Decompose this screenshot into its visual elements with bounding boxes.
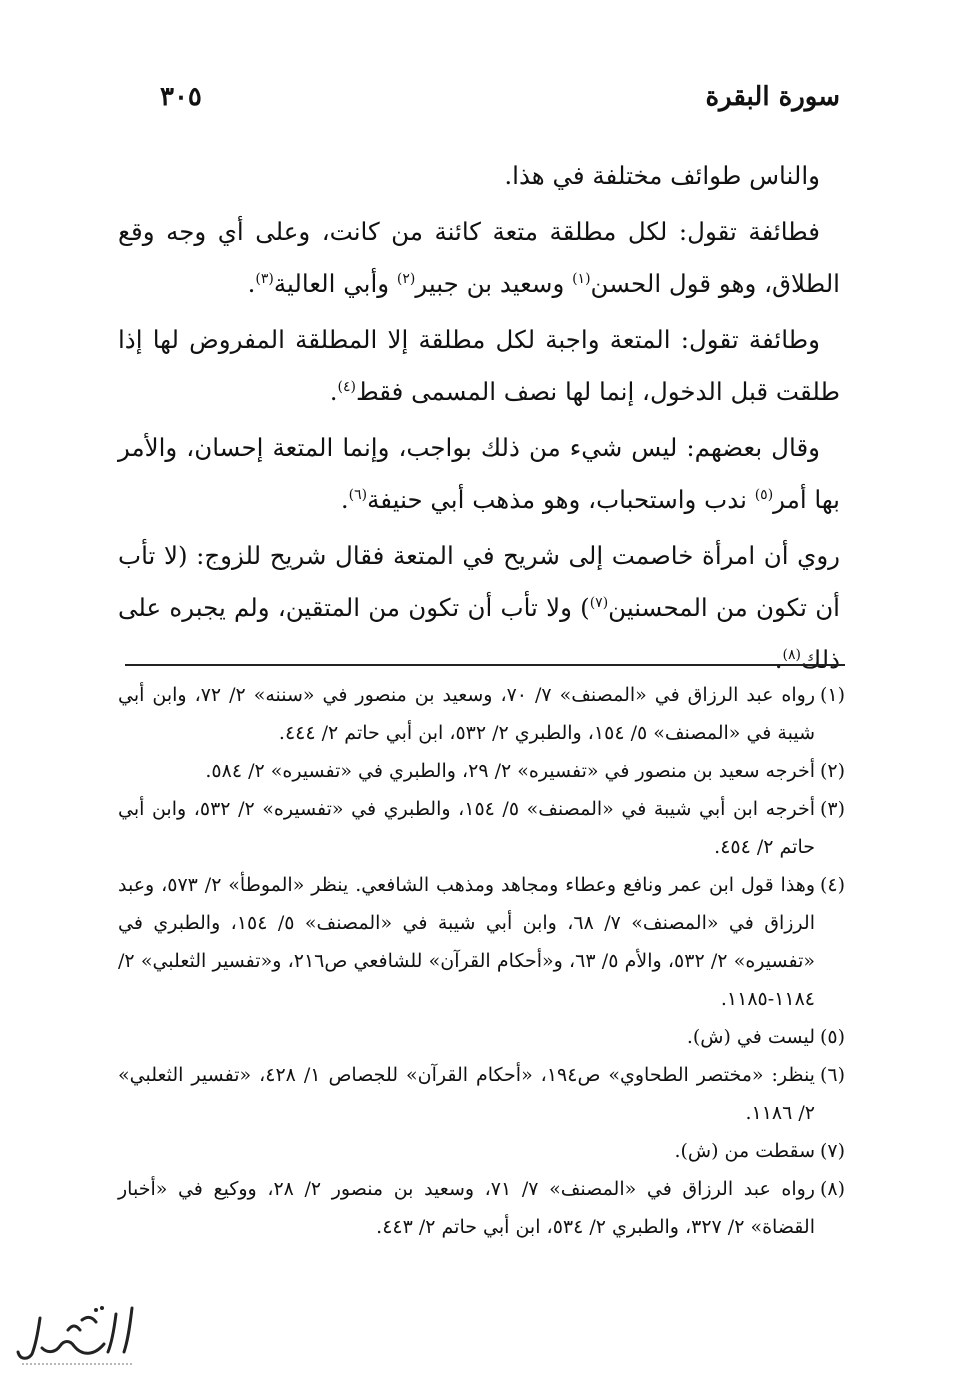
paragraph-5-text-d: . — [774, 645, 783, 674]
paragraph-1 — [118, 150, 840, 202]
footnote-marker-6[interactable]: (٦) — [348, 486, 368, 503]
paragraph-2 — [118, 206, 840, 310]
footnote-marker-5[interactable]: (٥) — [754, 486, 774, 503]
footnote-8 — [118, 1170, 845, 1246]
footnote-7 — [118, 1132, 845, 1170]
footnote-1 — [118, 676, 845, 752]
main-text — [118, 150, 840, 690]
footnote-number: (١) — [819, 684, 845, 706]
paragraph-5 — [118, 530, 840, 686]
footnote-text: أخرجه ابن أبي شيبة في «المصنف» ٥/ ١٥٤، والطبري في «تفسيره» ٢/ ٥٣٢، وابن أبي حاتم ٢/ ٤٥٤. — [118, 798, 816, 858]
surah-title: سورة البقرة — [705, 82, 840, 112]
paragraph-3-text-a: وطائفة تقول: المتعة واجبة لكل مطلقة إلا المطلقة المفروض لها إذا طلقت قبل الدخول، إنما لها نصف المسمى فقط — [118, 325, 840, 406]
paragraph-4-text-b: ندب واستحباب، وهو مذهب أبي حنيفة — [367, 485, 755, 514]
footnote-6 — [118, 1056, 845, 1132]
page-header — [160, 82, 840, 122]
footnote-text: أخرجه سعيد بن منصور في «تفسيره» ٢/ ٢٩، والطبري في «تفسيره» ٢/ ٥٨٤. — [205, 760, 815, 782]
footnote-number: (٢) — [819, 760, 845, 782]
paragraph-2-text-b: وسعيد بن جبير — [415, 269, 573, 298]
paragraph-3-text-d: . — [329, 377, 338, 406]
paragraph-2-text-c: وأبي العالية — [273, 269, 397, 298]
footnote-number: (٧) — [819, 1140, 845, 1162]
footnote-marker-1[interactable]: (١) — [572, 270, 591, 287]
paragraph-2-text-d: . — [247, 269, 256, 298]
footnote-marker-4[interactable]: (٤) — [337, 378, 356, 395]
paragraph-1-text: والناس طوائف مختلفة في هذا. — [504, 161, 820, 190]
footnote-text: رواه عبد الرزاق في «المصنف» ٧/ ٧٠، وسعيد بن منصور في «سننه» ٢/ ٧٢، وابن أبي شيبة في «المصنف» ٥/ ١٥٤، والطبري ٢/ ٥٣٢، ابن أبي حاتم ٢/ ٤٤٤. — [118, 684, 815, 744]
footnote-4 — [118, 866, 845, 1018]
footnote-number: (٤) — [819, 874, 845, 896]
footnote-number: (٦) — [819, 1064, 845, 1086]
footnote-number: (٨) — [819, 1178, 845, 1200]
footnote-marker-3[interactable]: (٣) — [255, 270, 274, 287]
footnote-2 — [118, 752, 845, 790]
footnotes — [118, 676, 845, 1246]
calligraphy-logo-icon — [12, 1300, 147, 1370]
watermark-logo — [12, 1300, 147, 1370]
footnote-number: (٥) — [819, 1026, 845, 1048]
paragraph-5-text-a: روي أن امرأة خاصمت إلى شريح في المتعة فقال شريح للزوج: (لا تأب أن تكون من المحسنين — [118, 541, 840, 622]
paragraph-5-text-b: ) ولا تأب أن تكون من المتقين، ولم يجبره على ذلك — [118, 593, 840, 674]
footnote-divider — [125, 664, 845, 666]
paragraph-4 — [118, 422, 840, 526]
footnote-marker-7[interactable]: (٧) — [589, 594, 609, 611]
paragraph-2-text-a: فطائفة تقول: لكل مطلقة متعة كائنة من كانت، وعلى أي وجه وقع الطلاق، وهو قول الحسن — [118, 217, 840, 298]
footnote-5 — [118, 1018, 845, 1056]
footnote-text: وهذا قول ابن عمر ونافع وعطاء ومجاهد ومذهب الشافعي. ينظر «الموطأ» ٢/ ٥٧٣، وعبد الرزاق في «المصنف» ٧/ ٦٨، وابن أبي شيبة في «المصنف» ٥/ ١٥٤، والطبري في «تفسيره» ٢/ ٥٣٢، والأم ٥/ ٦٣، و«أحكام القرآن» للشافعي ص٢١٦، و«تفسير الثعلبي» ٢/ ١١٨٤-١١٨٥. — [118, 874, 815, 1010]
paragraph-4-text-d: . — [340, 485, 349, 514]
footnote-text: ينظر: «مختصر الطحاوي» ص١٩٤، «أحكام القرآن» للجصاص ١/ ٤٢٨، «تفسير الثعلبي» ٢/ ١١٨٦. — [118, 1064, 815, 1124]
paragraph-4-text-a: وقال بعضهم: ليس شيء من ذلك بواجب، وإنما المتعة إحسان، والأمر بها أمر — [118, 433, 840, 514]
footnote-3 — [118, 790, 845, 866]
footnote-text: رواه عبد الرزاق في «المصنف» ٧/ ٧١، وسعيد بن منصور ٢/ ٢٨، ووكيع في «أخبار القضاة» ٢/ ٣٢٧، والطبري ٢/ ٥٣٤، ابن أبي حاتم ٢/ ٤٤٣. — [118, 1178, 815, 1238]
footnote-marker-8[interactable]: (٨) — [782, 646, 801, 663]
page-number: ٣٠٥ — [160, 82, 202, 112]
footnote-number: (٣) — [819, 798, 845, 820]
footnote-text: ليست في (ش). — [686, 1026, 815, 1048]
footnote-text: سقطت من (ش). — [674, 1140, 815, 1162]
footnote-marker-2[interactable]: (٢) — [396, 270, 416, 287]
paragraph-3 — [118, 314, 840, 418]
